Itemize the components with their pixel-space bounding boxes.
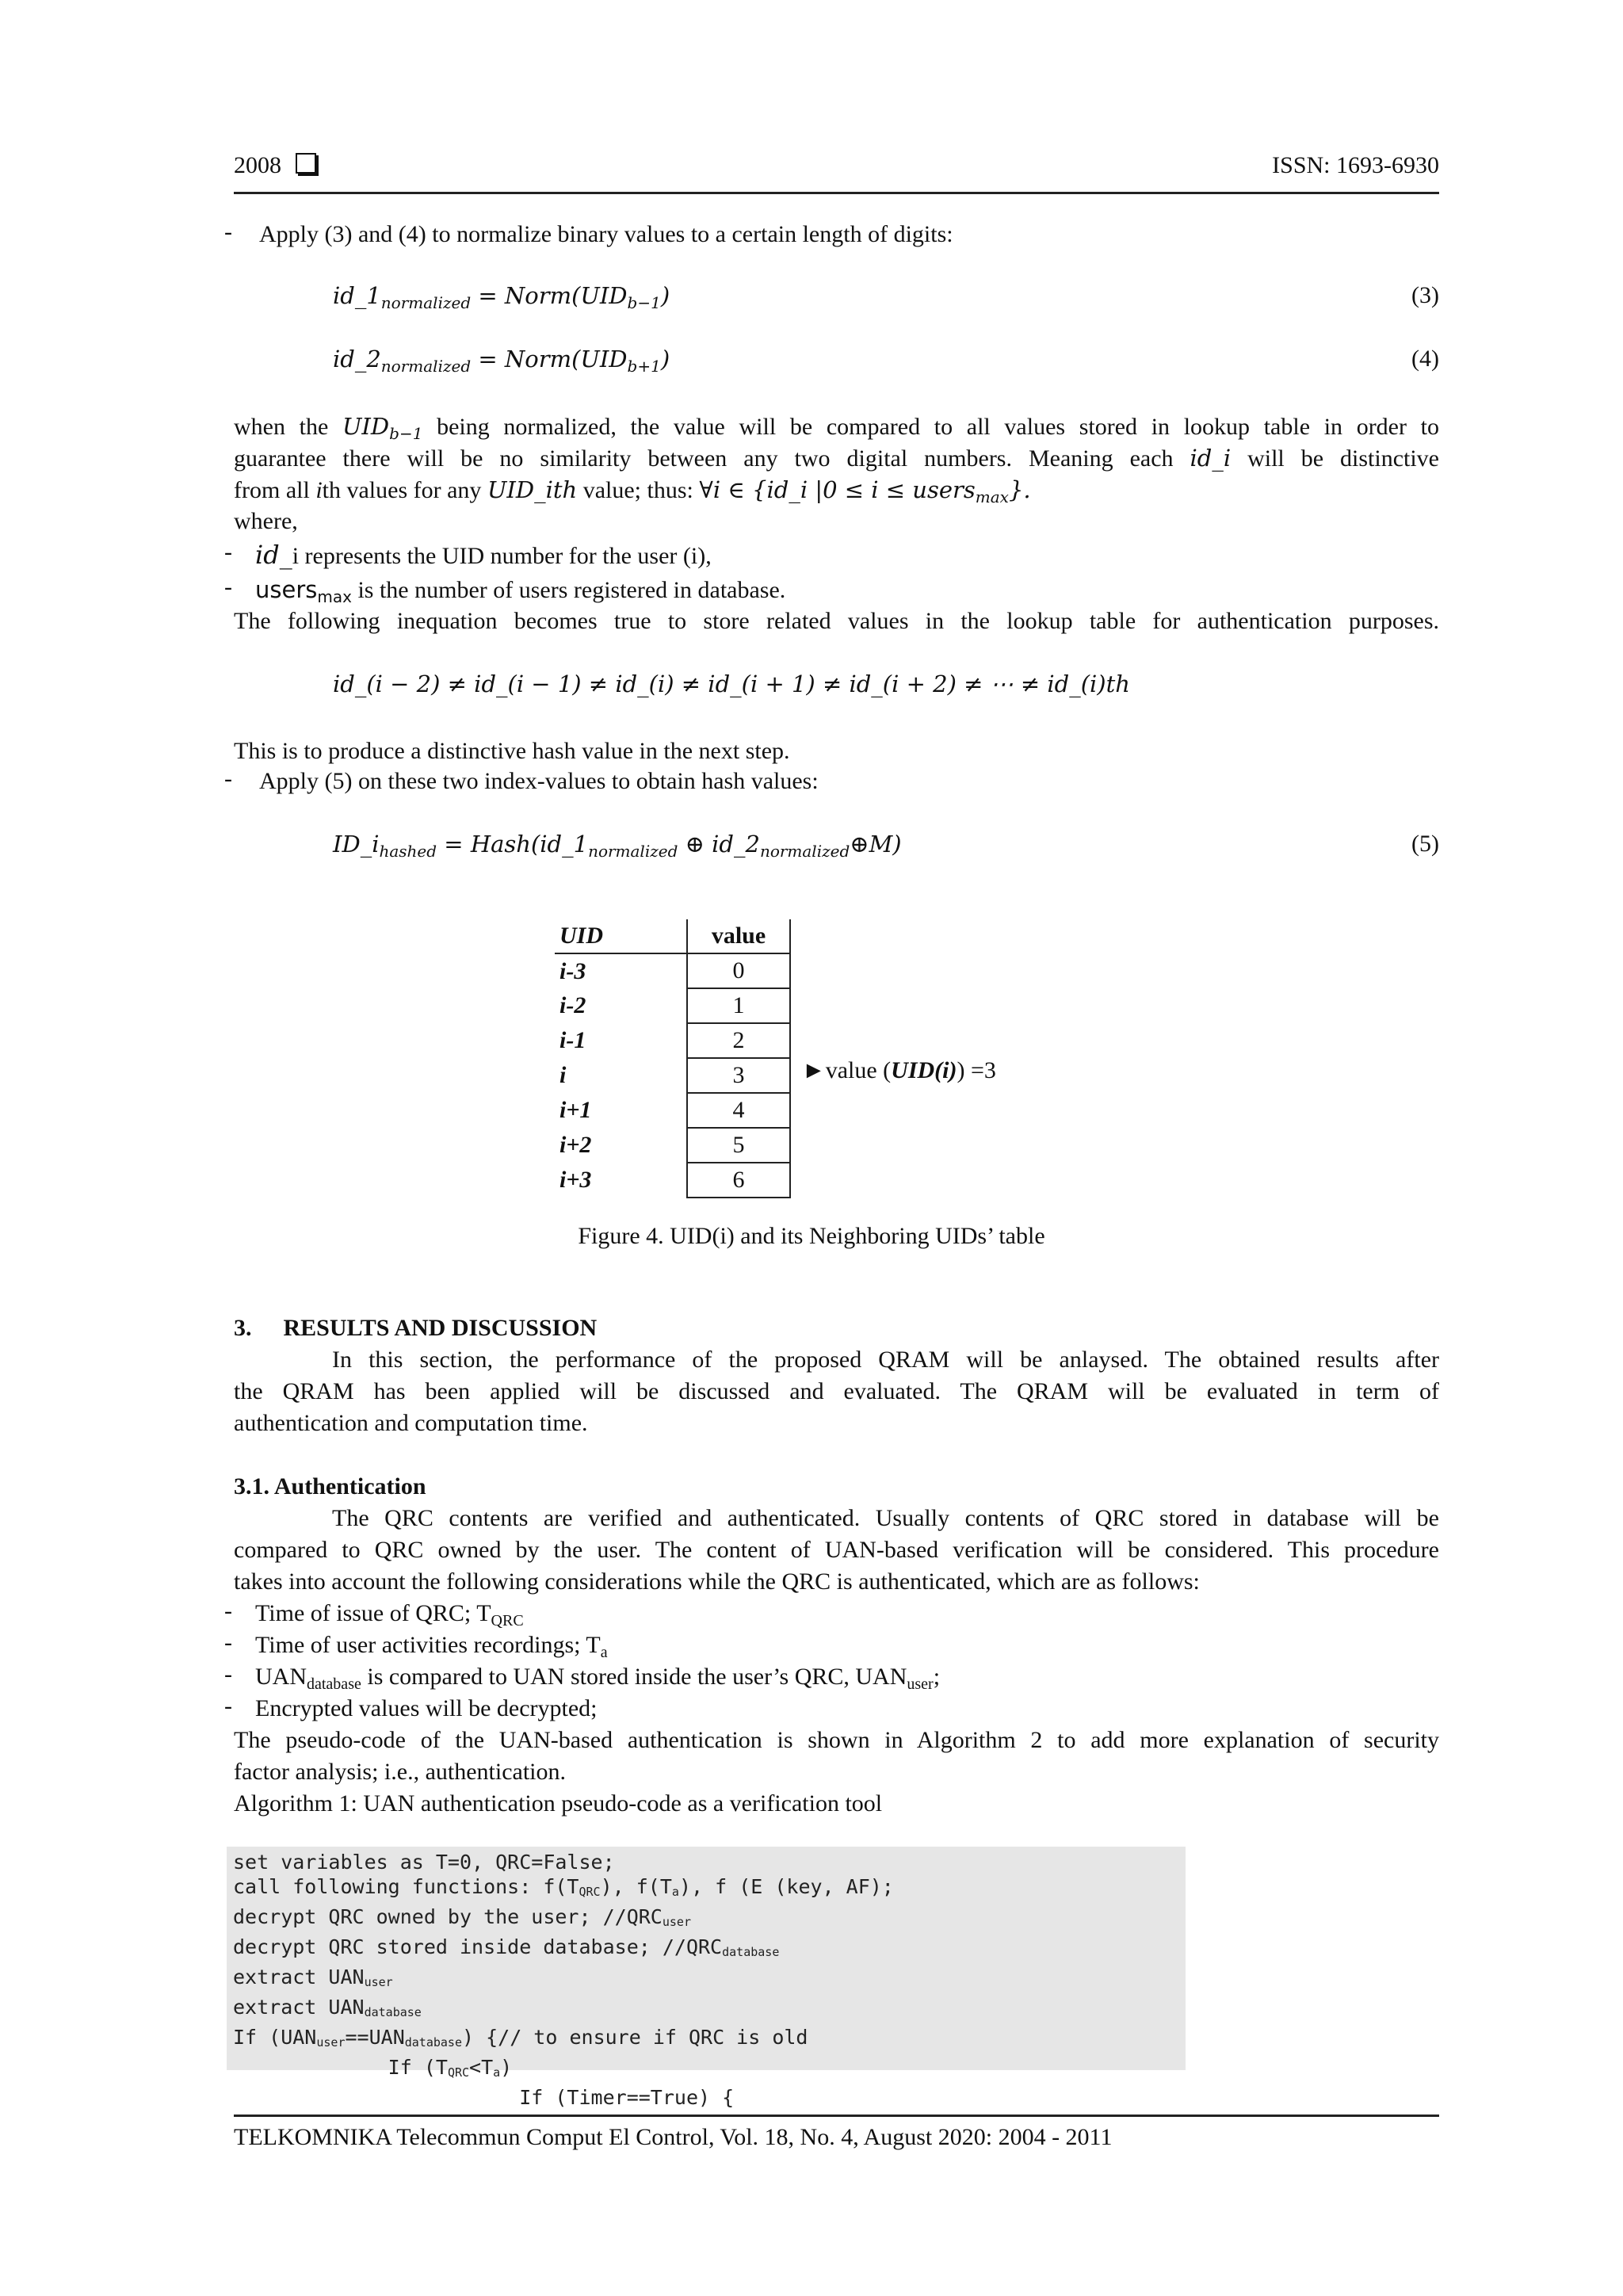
list-item: Time of issue of QRC; $T_{QRC}$ [255, 1600, 524, 1629]
paragraph-line: The QRC contents are verified and authenticated. Usually contents of QRC stored in database will be [332, 1505, 1439, 1531]
figure-caption: Figure 4. UID(i) and its Neighboring UIDs’ table [578, 1223, 1045, 1249]
issn: ISSN: 1693-6930 [1272, 152, 1439, 178]
footer-rule [234, 2115, 1439, 2117]
dash-bullet: - [224, 1598, 232, 1624]
dash-bullet: - [224, 539, 232, 565]
equation-4 [333, 346, 670, 376]
dash-bullet: - [224, 219, 232, 245]
eq3-lhs-sub: normalized [380, 293, 472, 312]
column-header-value: value [687, 919, 790, 953]
paragraph-line: In this section, the performance of the proposed QRAM will be anlaysed. The obtained results after [332, 1347, 1439, 1373]
equation-number: (3) [1411, 282, 1439, 308]
inequation: id_(i − 2) ≠ id_(i − 1) ≠ id_(i) ≠ id_(i + 1) ≠ id_(i + 2) ≠ ⋯ ≠ id_(i)th [333, 670, 1130, 697]
list-item: $UAN_{database}$ is compared to UAN stored inside the user’s QRC, $UAN_{user}$; [255, 1664, 941, 1693]
eq3-rhs-sub: b−1 [627, 293, 661, 312]
header-rule [234, 192, 1439, 194]
code-listing: set variables as T=0, QRC=False; call following functions: f(TQRC), f(Ta), f (E (key, AF); decrypt QRC owned by the user; //QRCuser decrypt QRC stored inside database; //QRCdatabase extract UANuser extract UANdatabase If (UANuser==UANdatabase) {// to ensure if QRC is old If (TQRC<Ta) If (Timer==True) { [233, 1851, 894, 2109]
eq4-rhs: = Norm(UID [471, 346, 628, 372]
eq4-lhs-sub: normalized [380, 357, 472, 376]
square-glyph-icon [296, 153, 316, 174]
paragraph-line: guarantee there will be no similarity between any two digital numbers. Meaning each id_i will be distinctive [234, 445, 1439, 472]
eq3-rhs: = Norm(UID [471, 282, 628, 309]
dash-bullet: - [224, 1661, 232, 1687]
running-footer: TELKOMNIKA Telecommun Comput El Control, Vol. 18, No. 4, August 2020: 2004 - 2011 [234, 2124, 1113, 2150]
paragraph-line: authentication and computation time. [234, 1410, 588, 1436]
dash-bullet: - [224, 1629, 232, 1656]
list-item: Apply (5) on these two index-values to obtain hash values: [259, 768, 819, 794]
list-item: users$_{max}$ is the number of users registered in database. [255, 576, 786, 606]
right-arrow-icon: ► [802, 1057, 826, 1083]
table-row: i+2 5 [555, 1128, 790, 1163]
dash-bullet: - [224, 574, 232, 600]
paragraph-line: factor analysis; i.e., authentication. [234, 1759, 567, 1785]
section-heading: 3. RESULTS AND DISCUSSION [234, 1315, 598, 1341]
paragraph-line: from all ith values for any UID_ith value; thus: ∀i ∈ {id_i |0 ≤ i ≤ users$_{max}$}. [234, 476, 1031, 506]
paragraph-line: The following inequation becomes true to store related values in the lookup table for authentication purposes. [234, 608, 1439, 634]
table-row: i+1 4 [555, 1093, 790, 1128]
list-item: Time of user activities recordings; $T_a$ [255, 1632, 608, 1661]
table-row: i-3 0 [555, 953, 790, 988]
equation-5: $ID\_i_{hashed}$ = $Hash(id\_1_{normalized}$ ⊕ $id\_2_{normalized}\oplus M$) [333, 831, 902, 861]
table-row: i-2 1 [555, 988, 790, 1023]
list-item: id_i represents the UID number for the user (i), [255, 540, 712, 570]
eq3-rhs-end: ) [660, 282, 670, 309]
eq4-rhs-end: ) [660, 346, 670, 372]
equation-number: (4) [1411, 346, 1439, 372]
page-number: 2008 [234, 152, 281, 178]
where-label: where, [234, 508, 298, 534]
column-header-uid: UID [555, 919, 687, 953]
paragraph-line: the QRAM has been applied will be discussed and evaluated. The QRAM will be evaluated in term of [234, 1378, 1439, 1404]
paragraph-line: when the $UID_{b-1}$ being normalized, the value will be compared to all values stored in lookup table in order to [234, 413, 1439, 443]
eq3-lhs: id_1 [333, 282, 381, 309]
uid-table [555, 919, 791, 1198]
eq4-lhs: id_2 [333, 346, 381, 372]
dash-bullet: - [224, 1693, 232, 1719]
pseudo-code-block [227, 1847, 1186, 2109]
algorithm-title: Algorithm 1: UAN authentication pseudo-code as a verification tool [234, 1790, 883, 1817]
dash-bullet: - [224, 766, 232, 792]
eq4-rhs-sub: b+1 [627, 357, 661, 376]
table-row: i 3 [555, 1058, 790, 1093]
paragraph-line: compared to QRC owned by the user. The content of UAN-based verification will be considered. This procedure [234, 1537, 1439, 1563]
running-header-left [234, 152, 316, 179]
value-annotation: ►value (UID(i)) =3 [802, 1057, 996, 1083]
table-row: i-1 2 [555, 1023, 790, 1058]
uid-table-figure [555, 919, 791, 1198]
equation-number: (5) [1411, 831, 1439, 857]
paragraph-line: This is to produce a distinctive hash value in the next step. [234, 738, 790, 764]
table-header-row [555, 919, 790, 953]
list-item: Apply (3) and (4) to normalize binary values to a certain length of digits: [259, 221, 953, 247]
table-row: i+3 6 [555, 1163, 790, 1198]
paragraph-line: takes into account the following considerations while the QRC is authenticated, which are as follows: [234, 1568, 1200, 1595]
subsection-heading: 3.1. Authentication [234, 1473, 426, 1499]
equation-3 [333, 282, 670, 312]
paragraph-line: The pseudo-code of the UAN-based authentication is shown in Algorithm 2 to add more explanation of security [234, 1727, 1439, 1753]
list-item: Encrypted values will be decrypted; [255, 1695, 598, 1721]
